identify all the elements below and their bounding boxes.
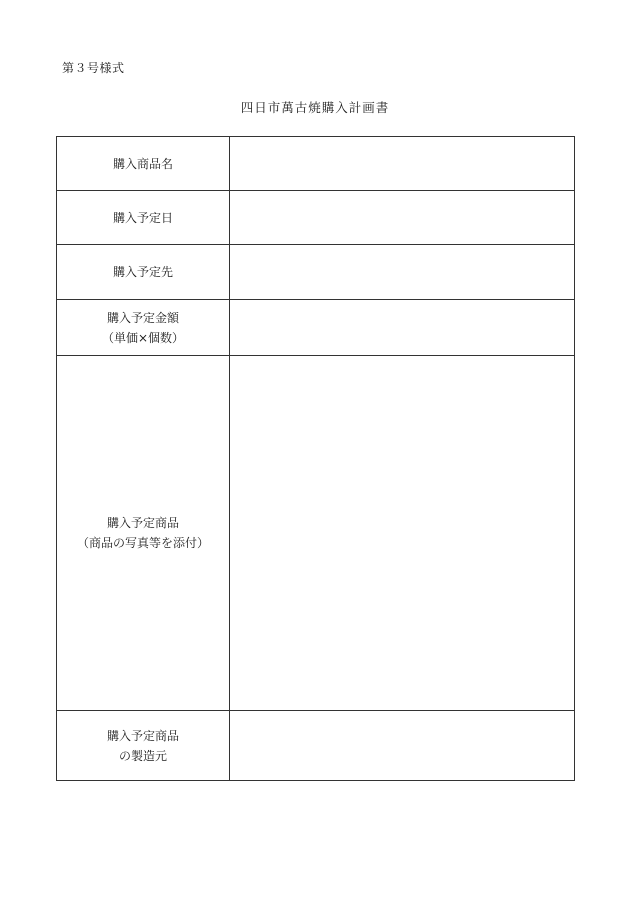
label-product-name (57, 137, 230, 191)
row-manufacturer (57, 711, 575, 781)
label-line: 購入予定商品 (106, 516, 179, 530)
row-product-photo (57, 356, 575, 711)
form-number: 第３号様式 (62, 61, 125, 75)
label-purchase-amount (57, 300, 230, 356)
label-purchase-date (57, 191, 230, 245)
field-purchase-store[interactable] (230, 245, 575, 300)
field-purchase-amount[interactable] (230, 300, 575, 356)
label-line-sub: （商品の写真等を添付） (76, 536, 209, 550)
label-line: 購入予定先 (112, 265, 173, 279)
label-line: 購入商品名 (112, 156, 173, 171)
purchase-plan-table (56, 136, 575, 781)
label-purchase-store (57, 245, 230, 300)
label-line: 購入予定金額 (106, 310, 179, 325)
label-product-photo (57, 356, 230, 711)
field-manufacturer[interactable] (230, 711, 575, 781)
label-line-sub: の製造元 (118, 748, 167, 763)
field-product-name[interactable] (230, 137, 575, 191)
row-purchase-date (57, 191, 575, 245)
row-purchase-store (57, 245, 575, 300)
label-line: 購入予定商品 (106, 728, 179, 743)
label-line: 購入予定日 (112, 210, 173, 225)
row-product-name (57, 137, 575, 191)
field-product-photo[interactable] (230, 356, 575, 711)
label-line-sub: （単価×個数） (101, 330, 185, 345)
row-purchase-amount (57, 300, 575, 356)
label-manufacturer (57, 711, 230, 781)
field-purchase-date[interactable] (230, 191, 575, 245)
document-title: 四日市萬古焼購入計画書 (240, 100, 390, 115)
